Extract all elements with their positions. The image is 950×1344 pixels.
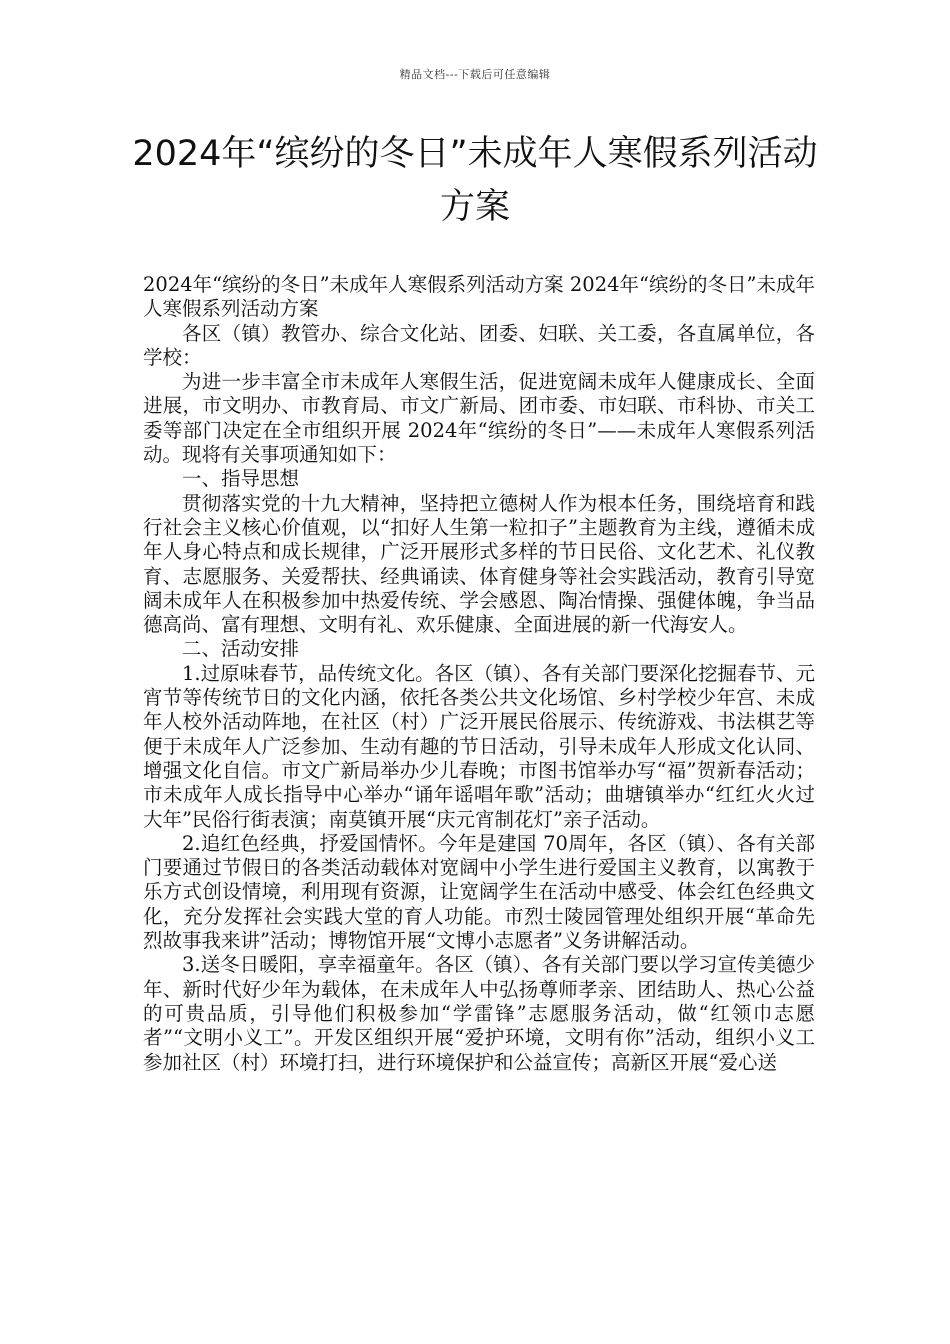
intro-paragraph: 2024年“缤纷的冬日”未成年人寒假系列活动方案 2024年“缤纷的冬日”未成年人寒假系列活动方案	[143, 273, 815, 321]
addressee-paragraph: 各区（镇）教管办、综合文化站、团委、妇联、关工委，各直属单位，各学校：	[143, 321, 815, 369]
activity-item-2: 2.追红色经典，抒爱国情怀。今年是建国 70周年，各区（镇）、各有关部门要通过节假日的各类活动载体对宽阔中小学生进行爱国主义教育，以寓教于乐方式创设情境，利用现有资源，让宽阔学生在活动中感受、体会红色经典文化，充分发挥社会实践大堂的育人功能。市烈士陵园管理处组织开展“革命先烈故事我来讲”活动；博物馆开展“文博小志愿者”义务讲解活动。	[143, 831, 815, 953]
document-body	[143, 273, 815, 1075]
activity-item-3: 3.送冬日暖阳，享幸福童年。各区（镇）、各有关部门要以学习宣传美德少年、新时代好少年为载体，在未成年人中弘扬尊师孝亲、团结助人、热心公益的可贵品质，引导他们积极参加“学雷锋”志愿服务活动，做“红领巾志愿者”“文明小义工”。开发区组织开展“爱护环境，文明有你”活动，组织小义工参加社区（村）环境打扫，进行环境保护和公益宣传；高新区开展“爱心送	[143, 953, 815, 1074]
section-heading-guiding-thought: 一、指导思想	[182, 467, 300, 491]
section-heading-activity-arrangement: 二、活动安排	[182, 637, 300, 661]
activity-item-1: 1.过原味春节，品传统文化。各区（镇）、各有关部门要深化挖掘春节、元宵节等传统节日的文化内涵，依托各类公共文化场馆、乡村学校少年宫、未成年人校外活动阵地，在社区（村）广泛开展民俗展示、传统游戏、书法棋艺等便于未成年人广泛参加、生动有趣的节日活动，引导未成年人形成文化认同、增强文化自信。市文广新局举办少儿春晚；市图书馆举办写“福”贺新春活动；市未成年人成长指导中心举办“诵年谣唱年歌”活动；曲塘镇举办“红红火火过大年”民俗行街表演；南莫镇开展“庆元宵制花灯”亲子活动。	[143, 661, 815, 831]
purpose-paragraph: 为进一步丰富全市未成年人寒假生活，促进宽阔未成年人健康成长、全面进展，市文明办、市教育局、市文广新局、团市委、市妇联、市科协、市关工委等部门决定在全市组织开展 2024年“缤纷的冬日”——未成年人寒假系列活动。现将有关事项通知如下：	[143, 370, 815, 467]
document-title: 2024年“缤纷的冬日”未成年人寒假系列活动方案	[132, 134, 818, 227]
page-header-note: 精品文档---下载后可任意编辑	[399, 68, 551, 81]
guiding-thought-paragraph: 贯彻落实党的十九大精神，坚持把立德树人作为根本任务，围绕培育和践行社会主义核心价值观，以“扣好人生第一粒扣子”主题教育为主线，遵循未成年人身心特点和成长规律，广泛开展形式多样的节日民俗、文化艺术、礼仪教育、志愿服务、关爱帮扶、经典诵读、体育健身等社会实践活动，教育引导宽阔未成年人在积极参加中热爱传统、学会感恩、陶冶情操、强健体魄，争当品德高尚、富有理想、文明有礼、欢乐健康、全面进展的新一代海安人。	[143, 491, 815, 637]
